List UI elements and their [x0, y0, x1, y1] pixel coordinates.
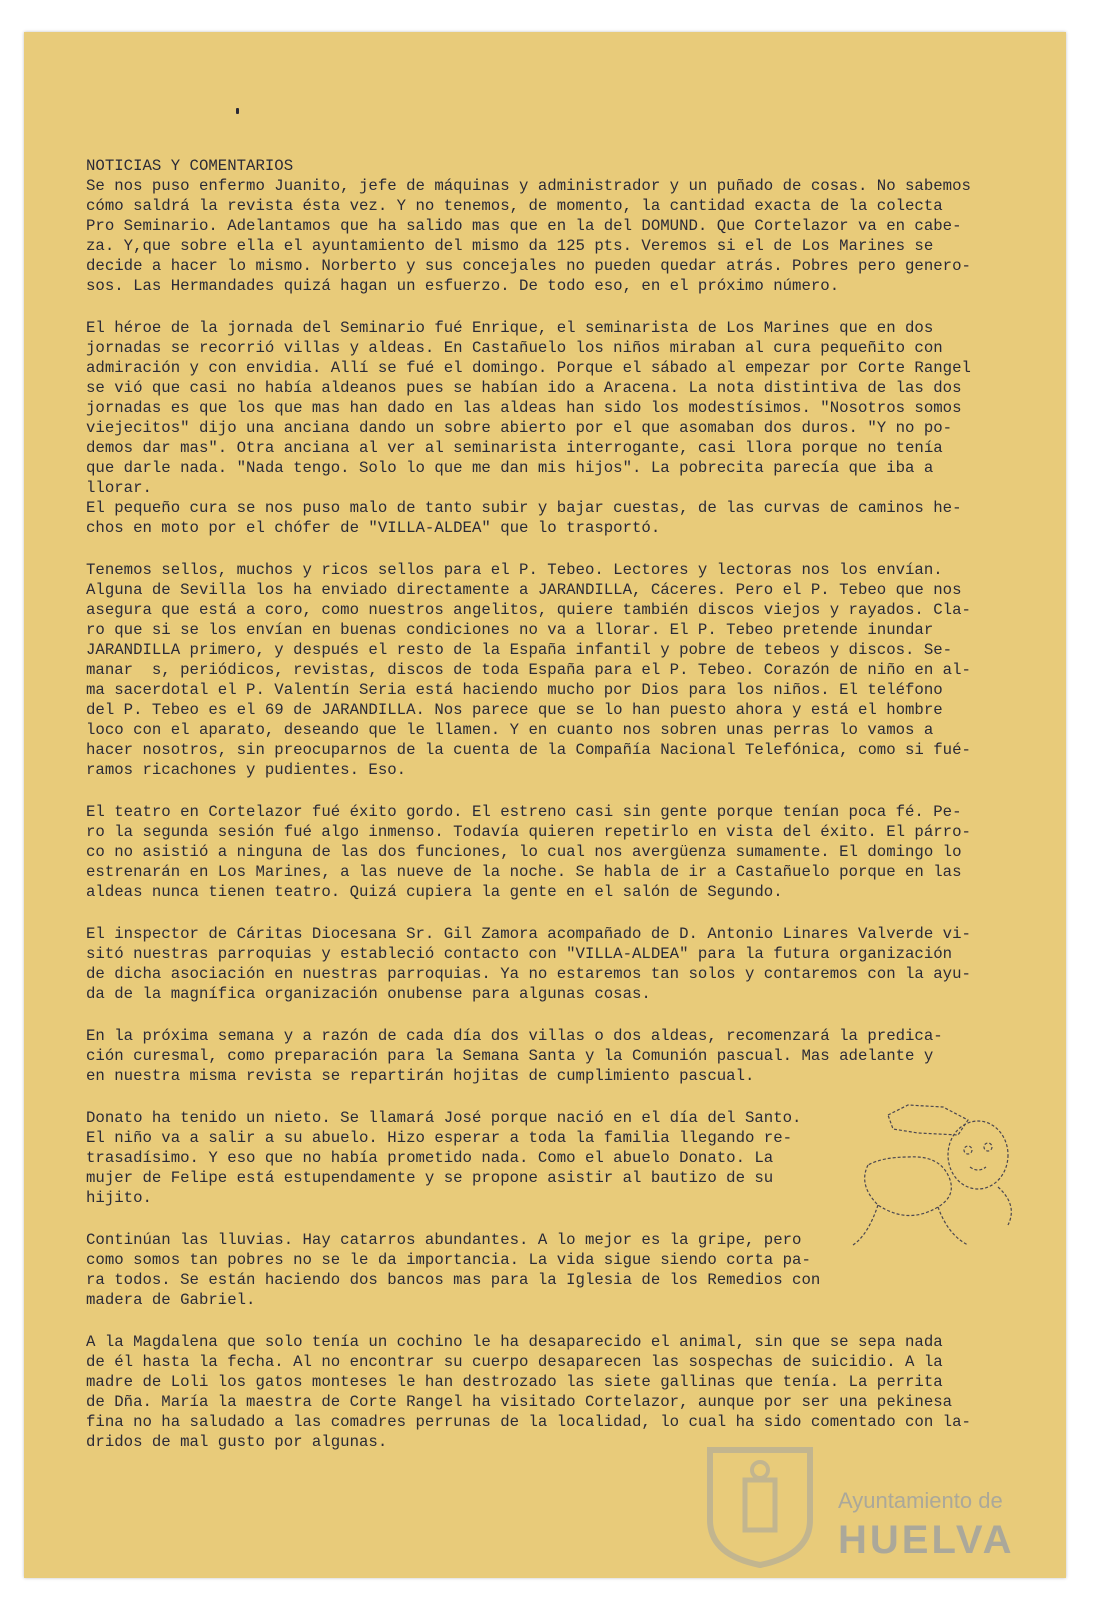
text-line: El niño va a salir a su abuelo. Hizo esperar a toda la familia llegando re-	[86, 1129, 793, 1147]
text-line: aldeas nunca tienen teatro. Quizá cupiera la gente en el salón de Segundo.	[86, 883, 783, 901]
paragraph	[86, 802, 1041, 902]
text-line: Tenemos sellos, muchos y ricos sellos para el P. Tebeo. Lectores y lectoras nos los envían.	[86, 561, 943, 579]
paragraph	[86, 1026, 1041, 1086]
text-line: da de la magnífica organización onubense para algunas cosas.	[86, 985, 651, 1003]
text-line: viejecitos" dijo una anciana dando un sobre abierto por el que asomaban dos duros. "Y no po-	[86, 419, 953, 437]
text-line: El pequeño cura se nos puso malo de tanto subir y bajar cuestas, de las curvas de caminos he-	[86, 499, 962, 517]
text-line: Alguna de Sevilla los ha enviado directamente a JARANDILLA, Cáceres. Pero el P. Tebeo que nos	[86, 581, 962, 599]
text-line: El héroe de la jornada del Seminario fué Enrique, el seminarista de Los Marines que en dos	[86, 319, 934, 337]
text-line: que darle nada. "Nada tengo. Solo lo que me dan mis hijos". La pobrecita parecía que iba a	[86, 459, 934, 477]
watermark-line1: Ayuntamiento de	[838, 1488, 1003, 1513]
text-line: loco con el aparato, deseando que le llamen. Y en cuanto nos sobren unas perras lo vamos a	[86, 721, 934, 739]
text-line: ción curesmal, como preparación para la Semana Santa y la Comunión pascual. Mas adelante y	[86, 1047, 934, 1065]
text-line: admiración y con envidia. Allí se fué el domingo. Porque el sábado al empezar por Corte Rangel	[86, 359, 971, 377]
document-title: NOTICIAS Y COMENTARIOS	[86, 157, 294, 175]
text-line: llorar.	[86, 479, 152, 497]
text-line: manar s, periódicos, revistas, discos de toda España para el P. Tebeo. Corazón de niño en al-	[86, 661, 971, 679]
paragraph	[86, 176, 1041, 296]
city-seal-icon	[700, 1440, 820, 1570]
text-line: dridos de mal gusto por algunas.	[86, 1433, 388, 1451]
text-line: Pro Seminario. Adelantamos que ha salido mas que en la del DOMUND. Que Cortelazor va en cabe-	[86, 217, 962, 235]
text-line: ma sacerdotal el P. Valentín Seria está haciendo mucho por Dios para los niños. El teléfono	[86, 681, 943, 699]
text-line: de dicha asociación en nuestras parroquias. Ya no estaremos tan solos y contaremos con la ayu-	[86, 965, 971, 983]
text-line: cómo saldrá la revista ésta vez. Y no tenemos, de momento, la cantidad exacta de la colecta	[86, 197, 943, 215]
text-line: trasadísimo. Y eso que no había prometido nada. Como el abuelo Donato. La	[86, 1149, 774, 1167]
text-line: madre de Loli los gatos monteses le han destrozado las siete gallinas que tenía. La perrita	[86, 1373, 943, 1391]
paragraph	[86, 924, 1041, 1004]
paragraph	[86, 318, 1041, 538]
ink-mark	[236, 108, 239, 114]
text-line: A la Magdalena que solo tenía un cochino le ha desaparecido el animal, sin que se sepa nada	[86, 1333, 943, 1351]
text-line: chos en moto por el chófer de "VILLA-ALDEA" que lo trasportó.	[86, 519, 661, 537]
text-line: asegura que está a coro, como nuestros angelitos, quiere también discos viejos y rayados. Cla-	[86, 601, 971, 619]
paragraph	[86, 560, 1041, 780]
text-line: ro la segunda sesión fué algo inmenso. Todavía quieren repetirlo en vista del éxito. El párro-	[86, 823, 971, 841]
paragraph	[86, 1332, 1041, 1452]
text-line: El inspector de Cáritas Diocesana Sr. Gil Zamora acompañado de D. Antonio Linares Valverde vi-	[86, 925, 971, 943]
text-line: JARANDILLA primero, y después el resto de la España infantil y pobre de tebeos y discos. Se-	[86, 641, 953, 659]
document-body	[86, 156, 1041, 1474]
watermark-line2: HUELVA	[838, 1518, 1015, 1562]
text-line: Continúan las lluvias. Hay catarros abundantes. A lo mejor es la gripe, pero	[86, 1231, 802, 1249]
text-line: ra todos. Se están haciendo dos bancos mas para la Iglesia de los Remedios con	[86, 1271, 821, 1289]
text-line: sos. Las Hermandades quizá hagan un esfuerzo. De todo eso, en el próximo número.	[86, 277, 840, 295]
text-line: mujer de Felipe está estupendamente y se propone asistir al bautizo de su	[86, 1169, 774, 1187]
text-line: madera de Gabriel.	[86, 1291, 256, 1309]
text-line: de Dña. María la maestra de Corte Rangel ha visitado Cortelazor, aunque por ser una pekinesa	[86, 1393, 953, 1411]
text-line: como somos tan pobres no se le da importancia. La vida sigue siendo corta pa-	[86, 1251, 811, 1269]
text-line: demos dar mas". Otra anciana al ver al seminarista interrogante, casi llora porque no tenía	[86, 439, 943, 457]
text-line: ramos ricachones y pudientes. Eso.	[86, 761, 407, 779]
text-line: de él hasta la fecha. Al no encontrar su cuerpo desaparecen las sospechas de suicidio. A la	[86, 1353, 943, 1371]
baby-sketch-icon	[848, 1095, 1038, 1265]
text-line: El teatro en Cortelazor fué éxito gordo. El estreno casi sin gente porque tenían poca fé. Pe-	[86, 803, 962, 821]
text-line: En la próxima semana y a razón de cada día dos villas o dos aldeas, recomenzará la predica-	[86, 1027, 943, 1045]
text-line: fina no ha saludado a las comadres perrunas de la localidad, lo cual ha sido comentado con la-	[86, 1413, 971, 1431]
text-line: ro que si se los envían en buenas condiciones no va a llorar. El P. Tebeo pretende inundar	[86, 621, 934, 639]
text-line: hacer nosotros, sin preocuparnos de la cuenta de la Compañía Nacional Telefónica, como si fué-	[86, 741, 971, 759]
text-line: co no asistió a ninguna de las dos funciones, lo cual nos avergüenza sumamente. El domingo lo	[86, 843, 962, 861]
text-line: Donato ha tenido un nieto. Se llamará José porque nació en el día del Santo.	[86, 1109, 802, 1127]
text-line: za. Y,que sobre ella el ayuntamiento del mismo da 125 pts. Veremos si el de Los Marines se	[86, 237, 934, 255]
text-line: jornadas se recorrió villas y aldeas. En Castañuelo los niños miraban al cura pequeñito con	[86, 339, 943, 357]
text-line: decide a hacer lo mismo. Norberto y sus concejales no pueden quedar atrás. Pobres pero genero-	[86, 257, 971, 275]
text-line: del P. Tebeo es el 69 de JARANDILLA. Nos parece que se lo han puesto ahora y está el hombre	[86, 701, 943, 719]
text-line: se vió que casi no había aldeanos pues se habían ido a Aracena. La nota distintiva de las dos	[86, 379, 962, 397]
text-line: Se nos puso enfermo Juanito, jefe de máquinas y administrador y un puñado de cosas. No sabemos	[86, 177, 971, 195]
text-line: en nuestra misma revista se repartirán hojitas de cumplimiento pascual.	[86, 1067, 755, 1085]
text-line: estrenarán en Los Marines, a las nueve de la noche. Se habla de ir a Castañuelo porque en las	[86, 863, 962, 881]
text-line: hijito.	[86, 1189, 152, 1207]
text-line: jornadas es que los que mas han dado en las aldeas han sido los modestísimos. "Nosotros somos	[86, 399, 962, 417]
text-line: sitó nuestras parroquias y estableció contacto con "VILLA-ALDEA" para la futura organización	[86, 945, 953, 963]
